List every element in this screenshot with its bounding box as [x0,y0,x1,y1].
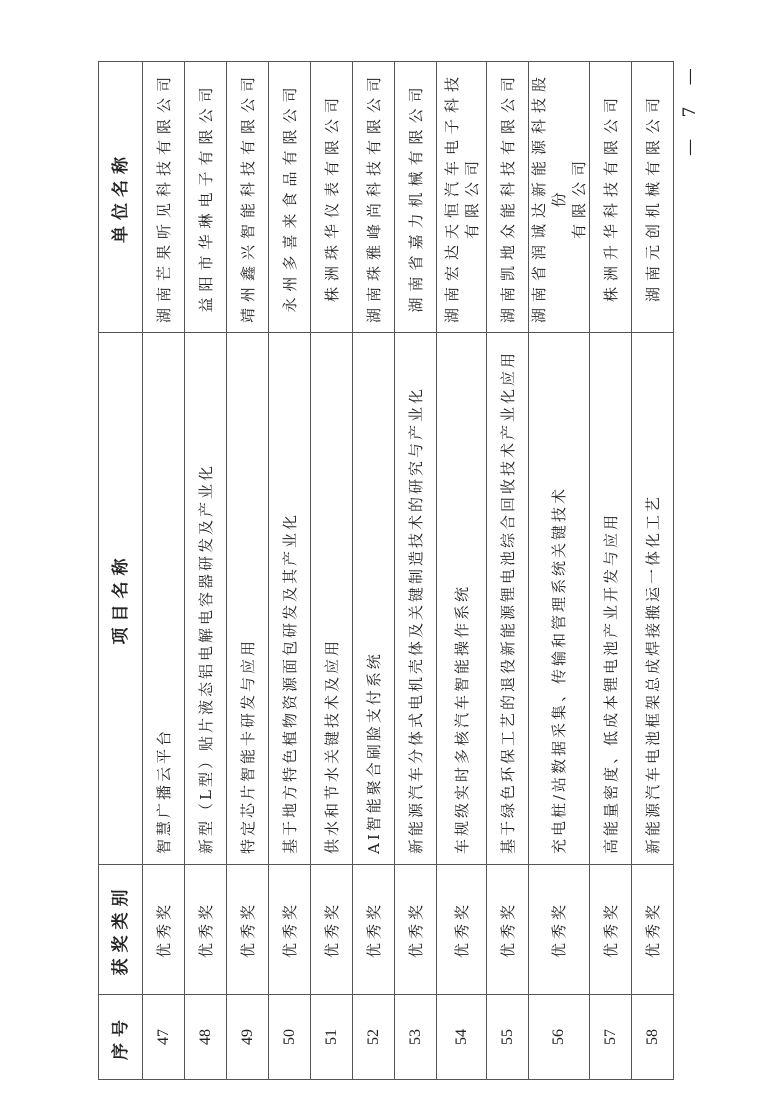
unit-name: 湖南省润诚达新能源科技股份 有限公司 [529,62,590,333]
table-row [632,62,674,1080]
project-name: 车规级实时多核汽车智能操作系统 [437,333,487,865]
project-name: 充电桩/站数据采集、传输和管理系统关键技术 [529,333,590,865]
award-category: 优秀奖 [487,865,529,995]
row-number: 57 [590,995,632,1080]
unit-name: 湖南凯地众能科技有限公司 [487,62,529,333]
table-row [529,62,590,1080]
unit-name: 益阳市华琳电子有限公司 [185,62,227,333]
project-name: 高能量密度、低成本锂电池产业开发与应用 [590,333,632,865]
awards-table [98,61,674,1080]
award-category: 优秀奖 [227,865,269,995]
row-number: 49 [227,995,269,1080]
project-name: 基于地方特色植物资源面包研发及其产业化 [269,333,311,865]
row-number: 54 [437,995,487,1080]
table-row [269,62,311,1080]
unit-name: 永州多喜来食品有限公司 [269,62,311,333]
header-project: 项目名称 [99,333,143,865]
project-name: 供水和节水关键技术及应用 [311,333,353,865]
project-name: AI智能聚合刷脸支付系统 [353,333,395,865]
table-row [185,62,227,1080]
project-name: 新能源汽车电池框架总成焊接搬运一体化工艺 [632,333,674,865]
award-category: 优秀奖 [353,865,395,995]
row-number: 51 [311,995,353,1080]
table-row [487,62,529,1080]
unit-name: 湖南珠雅峰尚科技有限公司 [353,62,395,333]
award-category: 优秀奖 [437,865,487,995]
table-row [395,62,437,1080]
unit-name: 靖州鑫兴智能科技有限公司 [227,62,269,333]
row-number: 55 [487,995,529,1080]
unit-name: 株洲珠华仪表有限公司 [311,62,353,333]
table-row [437,62,487,1080]
project-name: 智慧广播云平台 [143,333,185,865]
award-category: 优秀奖 [590,865,632,995]
award-category: 优秀奖 [269,865,311,995]
table-row [353,62,395,1080]
row-number: 50 [269,995,311,1080]
project-name: 基于绿色环保工艺的退役新能源锂电池综合回收技术产业化应用 [487,333,529,865]
header-category: 获奖类别 [99,865,143,995]
award-category: 优秀奖 [143,865,185,995]
project-name: 特定芯片智能卡研发与应用 [227,333,269,865]
award-category: 优秀奖 [311,865,353,995]
unit-name: 湖南元创机械有限公司 [632,62,674,333]
award-category: 优秀奖 [632,865,674,995]
unit-name: 湖南芒果听见科技有限公司 [143,62,185,333]
project-name: 新型（L型）贴片液态铝电解电容器研发及产业化 [185,333,227,865]
table-header-row [99,62,143,1080]
page-number: — 7 — [680,60,700,156]
award-category: 优秀奖 [529,865,590,995]
award-category: 优秀奖 [185,865,227,995]
header-unit: 单位名称 [99,62,143,333]
row-number: 56 [529,995,590,1080]
row-number: 58 [632,995,674,1080]
table-row [590,62,632,1080]
table-row [143,62,185,1080]
table-row [227,62,269,1080]
row-number: 52 [353,995,395,1080]
row-number: 47 [143,995,185,1080]
unit-name: 湖南宏达天恒汽车电子科技 有限公司 [437,62,487,333]
row-number: 53 [395,995,437,1080]
unit-name: 湖南省嘉力机械有限公司 [395,62,437,333]
header-no: 序号 [99,995,143,1080]
project-name: 新能源汽车分体式电机壳体及关键制造技术的研究与产业化 [395,333,437,865]
unit-name: 株洲升华科技有限公司 [590,62,632,333]
row-number: 48 [185,995,227,1080]
award-category: 优秀奖 [395,865,437,995]
table-row [311,62,353,1080]
